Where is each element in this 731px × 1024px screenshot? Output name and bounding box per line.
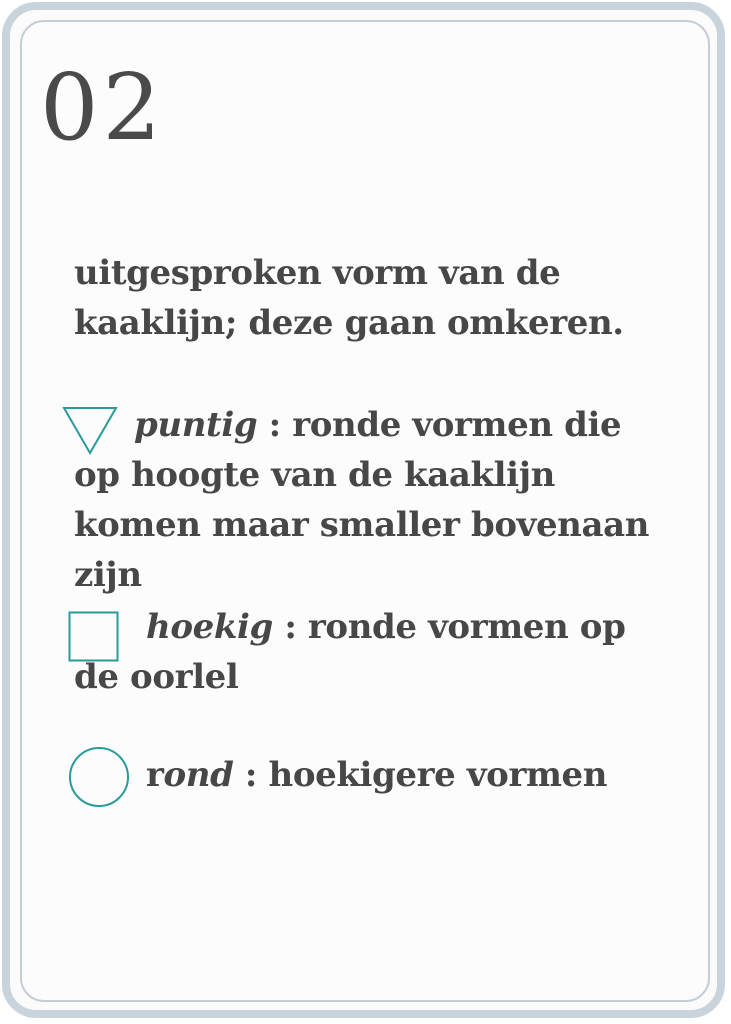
intro-text: uitgesproken vorm van de kaaklijn; deze gaan omkeren. — [74, 253, 624, 343]
term-rond: ond — [163, 755, 234, 795]
list-item-puntig — [74, 400, 674, 600]
term-puntig: puntig — [134, 405, 258, 445]
term-prefix-rond: r — [146, 755, 164, 795]
separator: : — [257, 405, 293, 445]
description-rond: hoekigere vormen — [268, 755, 608, 795]
card-number: 02 — [40, 54, 166, 161]
separator: : — [233, 755, 269, 795]
description-puntig: ronde vormen die op hoogte van de kaaklijn komen maar smaller bovenaan zijn — [74, 405, 650, 595]
term-hoekig: hoekig — [146, 607, 273, 647]
list-item-hoekig — [74, 602, 674, 702]
separator: : — [272, 607, 308, 647]
description-hoekig: ronde vormen op de oorlel — [74, 607, 626, 697]
list-item-rond — [74, 750, 674, 800]
